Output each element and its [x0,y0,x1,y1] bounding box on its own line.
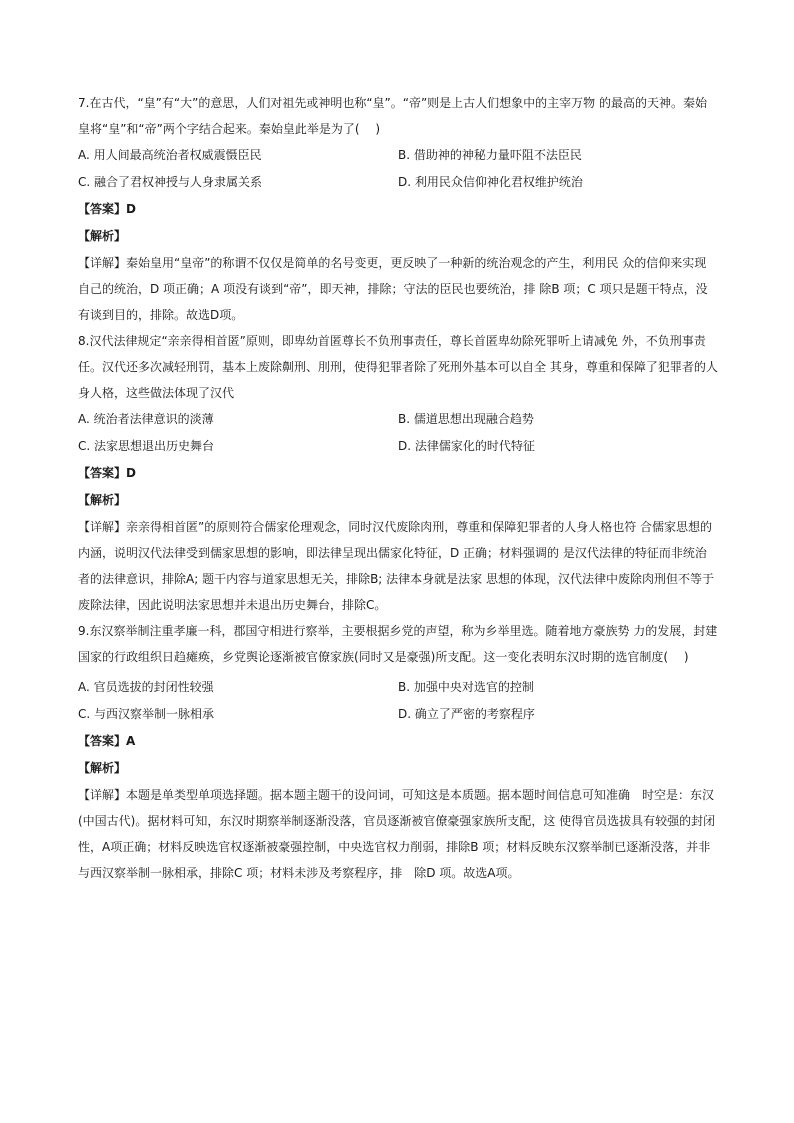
q9-option-d: D. 确立了严密的考察程序 [398,707,535,721]
q9-option-c: C. 与西汉察举制一脉相承 [78,707,215,721]
q7-answer: 【答案】D [78,202,136,216]
q7-option-a: A. 用人间最高统治者权威震慑臣民 [78,148,262,162]
question-8-options [78,406,718,460]
q9-detail: 【详解】本题是单类型单项选择题。据本题主题干的设问词，可知这是本质题。据本题时间信息可知准确 时空是：东汉(中国古代)。据材料可知，东汉时期察举制逐渐没落，官员逐渐被官僚豪强家族所支配，这 使得官员选拔具有较强的封闭性，A项正确；材料反映选官权逐渐被豪强控制，中央选官权力削弱，排除B 项；材料反映东汉察举制已逐渐没落，并非与西汉察举制一脉相承，排除C 项；材料未涉及考察程序，排 除D 项。故选A项。 [78,788,716,880]
q8-option-d: D. 法律儒家化的时代特征 [398,439,535,453]
question-9-stem: 9.东汉察举制注重孝廉一科，郡国守相进行察举，主要根据乡党的声望，称为乡举里选。随着地方豪族势 力的发展，封建国家的行政组织日趋瘫痪，乡党舆论逐渐被官僚家族(同时又是豪强)所支配。这一变化表明东汉时期的选官制度( ) [78,624,718,664]
q7-option-d: D. 利用民众信仰神化君权维护统治 [398,175,583,189]
q9-answer: 【答案】A [78,734,136,748]
question-9-options [78,674,718,728]
q8-answer: 【答案】D [78,466,136,480]
q9-option-b: B. 加强中央对选官的控制 [398,680,534,694]
q9-option-a: A. 官员选拔的封闭性较强 [78,680,214,694]
q7-option-b: B. 借助神的神秘力量吓阻不法臣民 [398,148,582,162]
question-8-stem: 8.汉代法律规定“亲亲得相首匿”原则，即卑幼首匿尊长不负刑事责任，尊长首匿卑幼除死罪听上请减免 外，不负刑事责任。汉代还多次减轻刑罚，基本上废除劓刑、刖刑，使得犯罪者除了死刑外基本可以自全 其身，尊重和保障了犯罪者的人身人格，这些做法体现了汉代 [78,334,718,400]
q8-option-b: B. 儒道思想出现融合趋势 [398,412,534,426]
question-7-options [78,142,718,196]
q7-detail: 【详解】秦始皇用“皇帝”的称谓不仅仅是简单的名号变更，更反映了一种新的统治观念的产生，利用民 众的信仰来实现自己的统治，D 项正确；A 项没有谈到“帝”，即天神，排除；守法的臣民也要统治，排 除B 项；C 项只是题干特点，没有谈到目的，排除。故选D项。 [78,256,708,322]
q7-analysis-label: 【解析】 [78,229,127,243]
q8-analysis-label: 【解析】 [78,493,127,507]
q9-analysis-label: 【解析】 [78,761,127,775]
q8-option-a: A. 统治者法律意识的淡薄 [78,412,214,426]
document-page [78,90,718,886]
q7-option-c: C. 融合了君权神授与人身隶属关系 [78,175,263,189]
question-7-stem: 7.在古代，“皇”有“大”的意思，人们对祖先或神明也称“皇”。“帝”则是上古人们想象中的主宰万物 的最高的天神。秦始皇将“皇”和“帝”两个字结合起来。秦始皇此举是为了( ) [78,96,708,136]
q8-detail: 【详解】亲亲得相首匿”的原则符合儒家伦理观念，同时汉代废除肉刑，尊重和保障犯罪者的人身人格也符 合儒家思想的内涵，说明汉代法律受到儒家思想的影响，即法律呈现出儒家化特征，D 正确；材料强调的 是汉代法律的特征而非统治者的法律意识，排除A; 题干内容与道家思想无关，排除B; 法律本身就是法家 思想的体现，汉代法律中废除肉刑但不等于废除法律，因此说明法家思想并未退出历史舞台，排除C。 [78,520,714,612]
q8-option-c: C. 法家思想退出历史舞台 [78,439,215,453]
